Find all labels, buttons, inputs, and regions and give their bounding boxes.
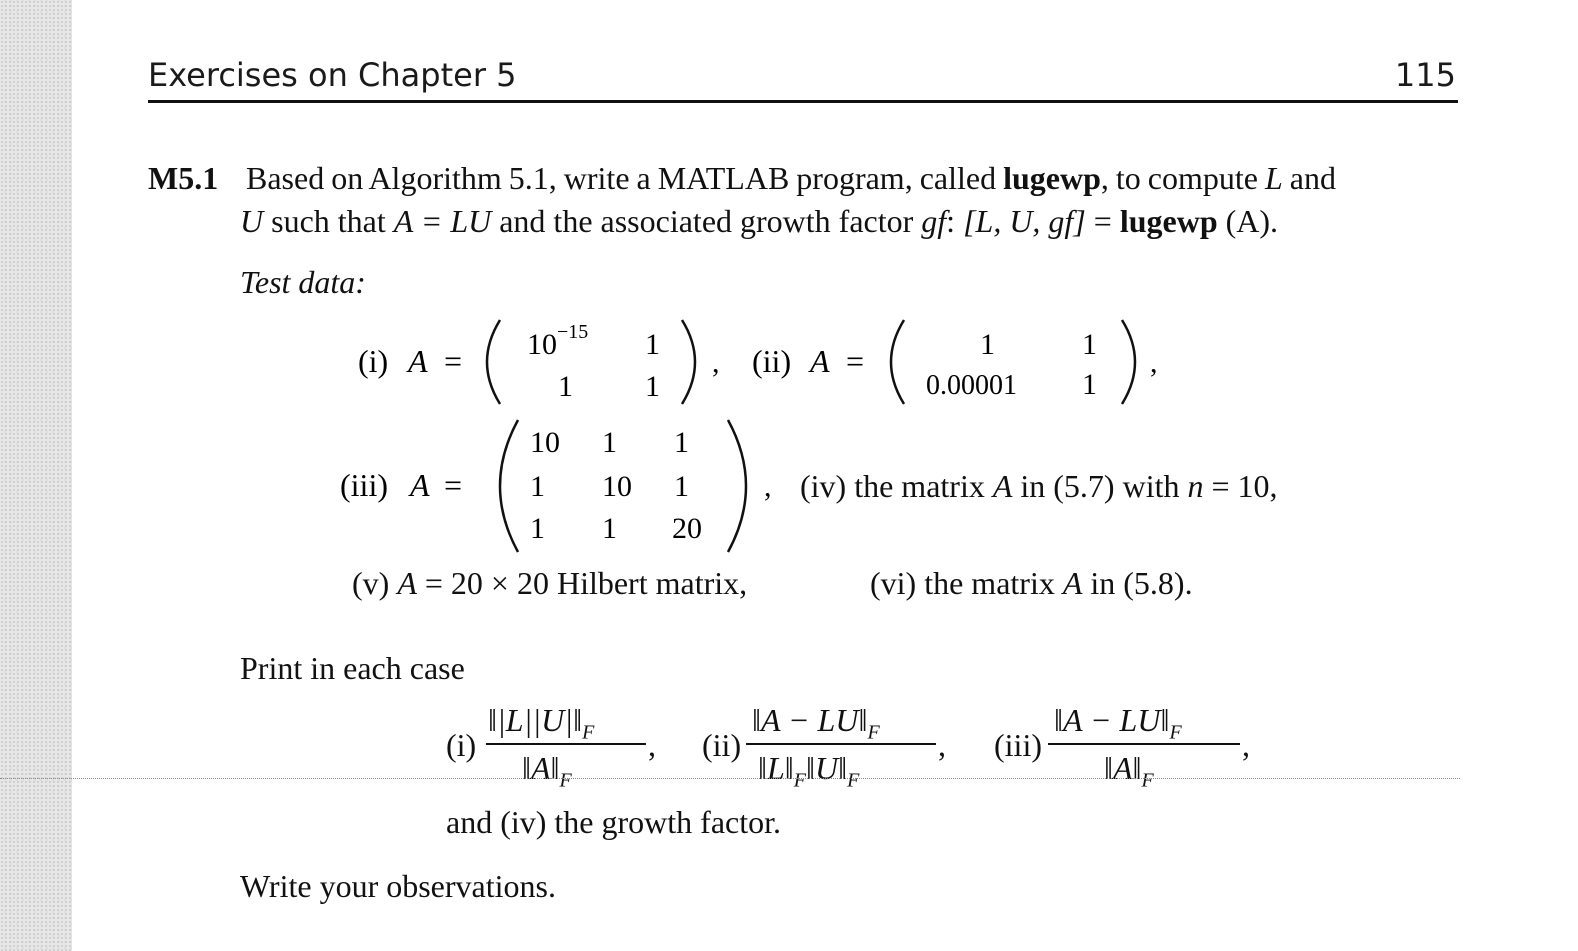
symbol-U: U <box>240 203 264 239</box>
case-vi <box>870 565 1193 602</box>
ratio-i-num-sub: F <box>582 721 595 744</box>
line2-text-c: : <box>946 203 964 239</box>
equation-A-LU: A = LU <box>393 203 492 239</box>
test-data-label: Test data: <box>240 264 366 300</box>
case-ii-m11: 1 <box>980 328 995 361</box>
ratio-ii-den2-expr: ‖U‖ <box>805 750 848 786</box>
symbol-L: L <box>1264 160 1283 196</box>
case-iv-text-a: (iv) the matrix <box>800 468 993 504</box>
case-ii-right-paren <box>1122 320 1135 404</box>
symbol-gf: gf <box>921 203 947 239</box>
line1-text-c: and <box>1282 160 1336 196</box>
ratio-i-label: (i) <box>446 727 477 763</box>
case-i-m11-exp: −15 <box>557 321 589 343</box>
case-ii-m21: 0.00001 <box>926 370 1017 401</box>
line2-text-b: and the associated growth factor <box>491 203 922 239</box>
case-i-trail: , <box>712 346 720 379</box>
case-iii-trail: , <box>764 470 772 503</box>
ratio-iii-trail: , <box>1242 727 1250 763</box>
line2-text-a: such that <box>263 203 394 239</box>
case-iv-n: n <box>1187 468 1204 504</box>
case-iii-r2c1: 1 <box>602 512 617 545</box>
ratio-ii-num-expr: ‖A − LU‖ <box>752 702 868 738</box>
case-i-var: A <box>408 343 428 379</box>
case-vi-text-b: in (5.8). <box>1082 565 1193 601</box>
ratio-iii-den-sub: F <box>1141 769 1154 792</box>
case-i-m12: 1 <box>645 328 660 361</box>
exercise-label: M5.1 <box>148 160 219 196</box>
case-iii-r1c1: 10 <box>602 470 632 503</box>
case-iii-r1c2: 1 <box>674 470 689 503</box>
case-iii-r2c0: 1 <box>530 512 545 545</box>
ratio-iii-num-sub: F <box>1169 721 1182 744</box>
ratio-iii-numerator <box>1054 702 1182 744</box>
case-ii-left-paren <box>891 320 904 404</box>
case-iii-r0c0: 10 <box>530 426 560 459</box>
scan-dotted-line <box>0 778 1460 779</box>
case-ii-m22: 1 <box>1082 368 1097 401</box>
case-iii-label: (iii) <box>340 467 388 503</box>
case-i-m22: 1 <box>645 370 660 403</box>
ratio-ii-denominator <box>758 750 859 792</box>
ratio-i-den-expr: ‖A‖ <box>522 750 560 786</box>
ratio-ii-trail: , <box>938 727 946 763</box>
case-v <box>352 565 747 602</box>
ratio-i-denominator <box>522 750 572 792</box>
case-v-var: A <box>397 565 417 601</box>
case-i-label: (i) <box>358 343 389 379</box>
case-iii-r0c1: 1 <box>602 426 617 459</box>
case-ii-label: (ii) <box>752 343 792 379</box>
line2-text-e: (A). <box>1217 203 1279 239</box>
ratio-i-numerator <box>488 702 594 744</box>
case-i-m21: 1 <box>558 370 573 403</box>
ratio-ii-num-sub: F <box>867 721 880 744</box>
case-i-left-paren <box>487 320 500 404</box>
ratio-ii-den-sub: F <box>793 769 806 792</box>
case-ii-trail: , <box>1150 346 1158 379</box>
program-name: lugewp <box>1003 160 1101 196</box>
line1-text-a: Based on Algorithm 5.1, write a MATLAB program, called <box>246 160 1004 196</box>
case-ii-eq: = <box>846 343 865 379</box>
print-label: Print in each case <box>240 650 465 686</box>
line2-text-d: = <box>1085 203 1120 239</box>
page-number: 115 <box>1394 56 1456 94</box>
chapter-title: Exercises on Chapter 5 <box>148 56 517 94</box>
case-iii-r2c2: 20 <box>672 512 702 545</box>
case-i-right-paren <box>682 320 695 404</box>
case-iii-var: A <box>410 467 430 503</box>
ratio-ii-den2-sub: F <box>847 769 860 792</box>
case-iv-text-c: = 10, <box>1203 468 1278 504</box>
observations-line: Write your observations. <box>240 868 556 904</box>
call-lhs: [L, U, gf] <box>963 203 1086 239</box>
ratio-iii-label: (iii) <box>994 727 1042 763</box>
line1-text-b: , to compute <box>1100 160 1265 196</box>
ratio-ii-numerator <box>752 702 880 744</box>
case-v-text-b: = 20 × 20 Hilbert matrix, <box>416 565 748 601</box>
case-iii-r1c0: 1 <box>530 470 545 503</box>
case-vi-text-a: (vi) the matrix <box>870 565 1063 601</box>
ratio-i-trail: , <box>648 727 656 763</box>
case-i-eq: = <box>444 343 463 379</box>
case-iii-left-paren <box>500 420 518 552</box>
growth-factor-line: and (iv) the growth factor. <box>446 804 781 840</box>
case-iii-r0c2: 1 <box>674 426 689 459</box>
case-v-text-a: (v) <box>352 565 398 601</box>
ratio-ii-den-expr: ‖L‖ <box>758 750 794 786</box>
case-vi-var: A <box>1062 565 1083 601</box>
ratio-i-den-sub: F <box>559 769 572 792</box>
case-iii-right-paren <box>728 420 746 552</box>
case-iv-var: A <box>992 468 1013 504</box>
ratio-iii-denominator <box>1104 750 1154 792</box>
case-ii-var: A <box>810 343 830 379</box>
case-i-m11: 10 <box>527 328 557 361</box>
case-iv <box>800 468 1278 505</box>
case-iii-eq: = <box>444 467 463 503</box>
ratio-iii-num-expr: ‖A − LU‖ <box>1054 702 1170 738</box>
ratio-iii-den-expr: ‖A‖ <box>1104 750 1142 786</box>
case-ii-m12: 1 <box>1082 328 1097 361</box>
program-call: lugewp <box>1119 203 1218 239</box>
ratio-ii-label: (ii) <box>702 727 742 763</box>
case-iv-text-b: in (5.7) with <box>1012 468 1188 504</box>
ratio-i-num-expr: ‖|L||U|‖ <box>488 702 583 738</box>
